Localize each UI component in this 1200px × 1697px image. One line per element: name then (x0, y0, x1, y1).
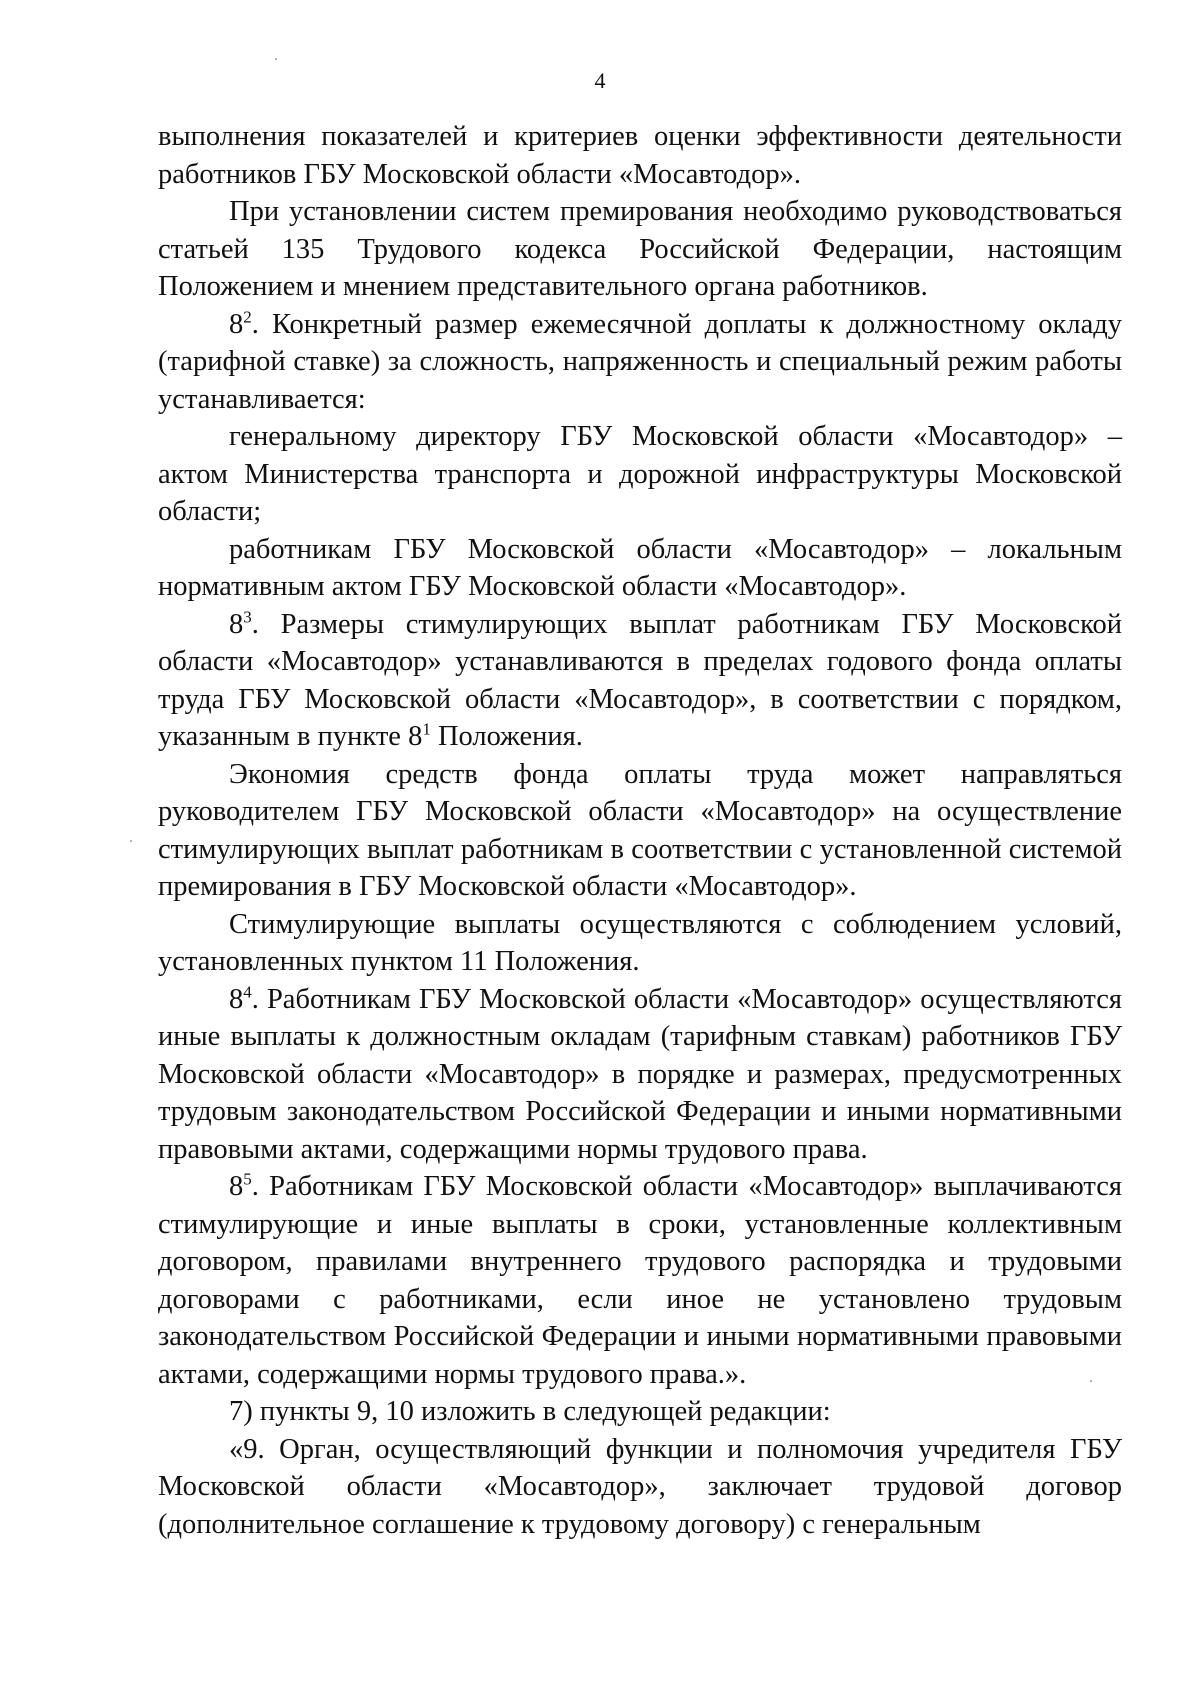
paragraph-text: При установлении систем премирования необходимо руководствоваться статьей 135 Трудового кодекса Российской Федерации, настоящим Положением и мнением представительного органа работников. (158, 196, 1122, 302)
paragraph-bonus-systems (158, 193, 1122, 306)
paragraph-continuation (158, 118, 1122, 193)
clause-number: 8 (229, 983, 244, 1015)
paragraph-text: «9. Орган, осуществляющий функции и полномочия учредителя ГБУ Московской области «Мосавтодор», заключает трудовой договор (дополнительное соглашение к трудовому договору) с генеральным (158, 1433, 1122, 1540)
paragraph-text: выполнения показателей и критериев оценки эффективности деятельности работников ГБУ Московской области «Мосавтодор». (158, 121, 1122, 190)
page-number: 4 (594, 68, 606, 93)
paragraph-text: . Размеры стимулирующих выплат работникам ГБУ Московской области «Мосавтодор» устанавливаются в пределах годового фонда оплаты труда ГБУ Московской области «Мосавтодор», в соответствии с порядком, указанным в пункте 8 (158, 608, 1122, 752)
paragraph-text: . Конкретный размер ежемесячной доплаты к должностному окладу (тарифной ставке) за сложность, напряженность и специальный режим работы устанавливается: (158, 308, 1122, 415)
clause-superscript: 4 (243, 982, 252, 1001)
scan-speck (275, 58, 277, 60)
clause-number: 8 (229, 1171, 244, 1202)
reference-superscript: 1 (422, 719, 431, 739)
paragraph-clause-8-3 (158, 606, 1122, 756)
scan-speck (130, 840, 132, 842)
paragraph-text-tail: Положения. (430, 721, 583, 752)
paragraph-general-director (158, 418, 1122, 531)
paragraph-text: генеральному директору ГБУ Московской области «Мосавтодор» – актом Министерства транспорта и дорожной инфраструктуры Московской области; (158, 421, 1122, 527)
document-body (158, 118, 1122, 1543)
paragraph-text: 7) пункты 9, 10 изложить в следующей редакции: (229, 1396, 831, 1427)
paragraph-clause-9 (158, 1431, 1122, 1544)
paragraph-clause-8-2 (158, 306, 1122, 419)
clause-superscript: 2 (243, 307, 252, 326)
paragraph-clause-8-4 (158, 981, 1122, 1169)
paragraph-item-7 (158, 1393, 1122, 1431)
paragraph-text: Стимулирующие выплаты осуществляются с соблюдением условий, установленных пунктом 11 Положения. (158, 908, 1122, 977)
clause-superscript: 3 (243, 607, 252, 626)
paragraph-fund-savings (158, 756, 1122, 906)
paragraph-text: Экономия средств фонда оплаты труда может направляться руководителем ГБУ Московской области «Мосавтодор» на осуществление стимулирующих выплат работникам в соответствии с установленной системой премирования в ГБУ Московской области «Мосавтодор». (158, 758, 1122, 902)
paragraph-employees (158, 531, 1122, 606)
paragraph-incentive-conditions (158, 906, 1122, 981)
scan-speck (1090, 1380, 1092, 1382)
clause-number: 8 (229, 608, 244, 640)
paragraph-clause-8-5 (158, 1168, 1122, 1393)
clause-superscript: 5 (243, 1169, 252, 1189)
paragraph-text: . Работникам ГБУ Московской области «Мосавтодор» выплачиваются стимулирующие и иные выплаты в сроки, установленные коллективным договором, правилами внутреннего трудового распорядка и трудовыми договорами с работниками, если иное не установлено трудовым законодательством Российской Федерации и иными нормативными правовыми актами, содержащими нормы трудового права.». (158, 1171, 1122, 1390)
paragraph-text: работникам ГБУ Московской области «Мосавтодор» – локальным нормативным актом ГБУ Московской области «Мосавтодор». (158, 533, 1122, 602)
clause-number: 8 (229, 308, 244, 340)
paragraph-text: . Работникам ГБУ Московской области «Мосавтодор» осуществляются иные выплаты к должностным окладам (тарифным ставкам) работников ГБУ Московской области «Мосавтодор» в порядке и размерах, предусмотренных трудовым законодательством Российской Федерации и иными нормативными правовыми актами, содержащими нормы трудового права. (158, 983, 1122, 1165)
